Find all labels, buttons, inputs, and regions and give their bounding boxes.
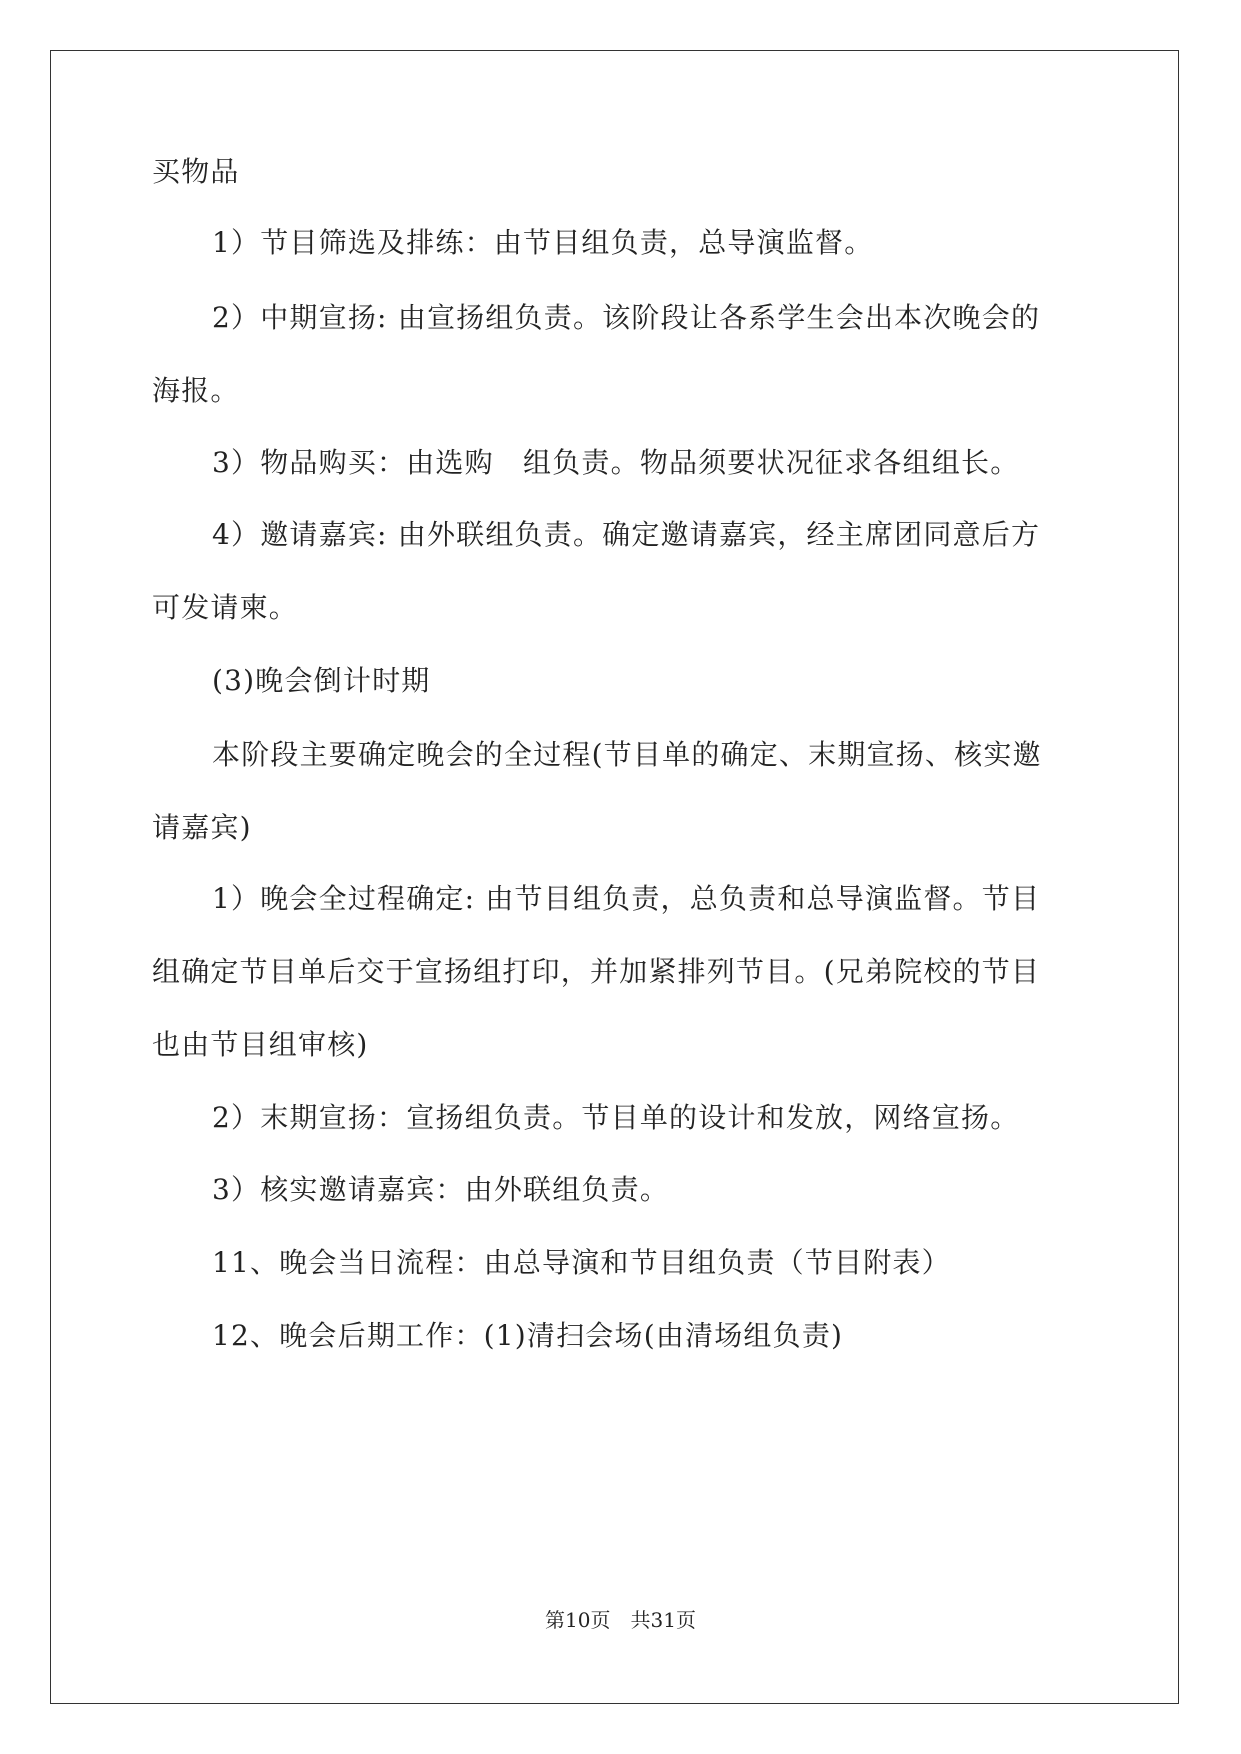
text-line-11: 1）晚会全过程确定: 由节目组负责，总负责和总导演监督。节目 [212,882,1041,915]
text-line-13: 也由节目组审核) [152,1028,369,1061]
text-line-1: 买物品 [152,155,240,188]
text-line-7: 可发请柬。 [152,591,299,624]
text-line-15: 3）核实邀请嘉宾：由外联组负责。 [212,1173,670,1206]
text-line-12: 组确定节目单后交于宣扬组打印，并加紧排列节目。(兄弟院校的节目 [152,955,1041,988]
text-line-16: 11、晚会当日流程：由总导演和节目组负责（节目附表） [212,1246,951,1279]
text-line-14: 2）末期宣扬：宣扬组负责。节目单的设计和发放，网络宣扬。 [212,1101,1020,1134]
page-footer [0,1606,1241,1634]
text-line-9: 本阶段主要确定晚会的全过程(节目单的确定、末期宣扬、核实邀 [212,738,1042,771]
text-line-17: 12、晚会后期工作：(1)清扫会场(由清场组负责) [212,1319,844,1352]
text-line-2: 1）节目筛选及排练：由节目组负责，总导演监督。 [212,226,874,259]
section-heading: (3)晚会倒计时期 [212,664,431,697]
text-line-3: 2）中期宣扬: 由宣扬组负责。该阶段让各系学生会出本次晚会的 [212,301,1041,334]
text-line-10: 请嘉宾) [152,811,252,844]
text-line-6: 4）邀请嘉宾: 由外联组负责。确定邀请嘉宾，经主席团同意后方 [212,518,1041,551]
text-line-5: 3）物品购买：由选购 组负责。物品须要状况征求各组组长。 [212,446,1020,479]
text-line-4: 海报。 [152,374,240,407]
page-total: 共31页 [630,1608,696,1632]
page-number: 第10页 [545,1608,611,1632]
